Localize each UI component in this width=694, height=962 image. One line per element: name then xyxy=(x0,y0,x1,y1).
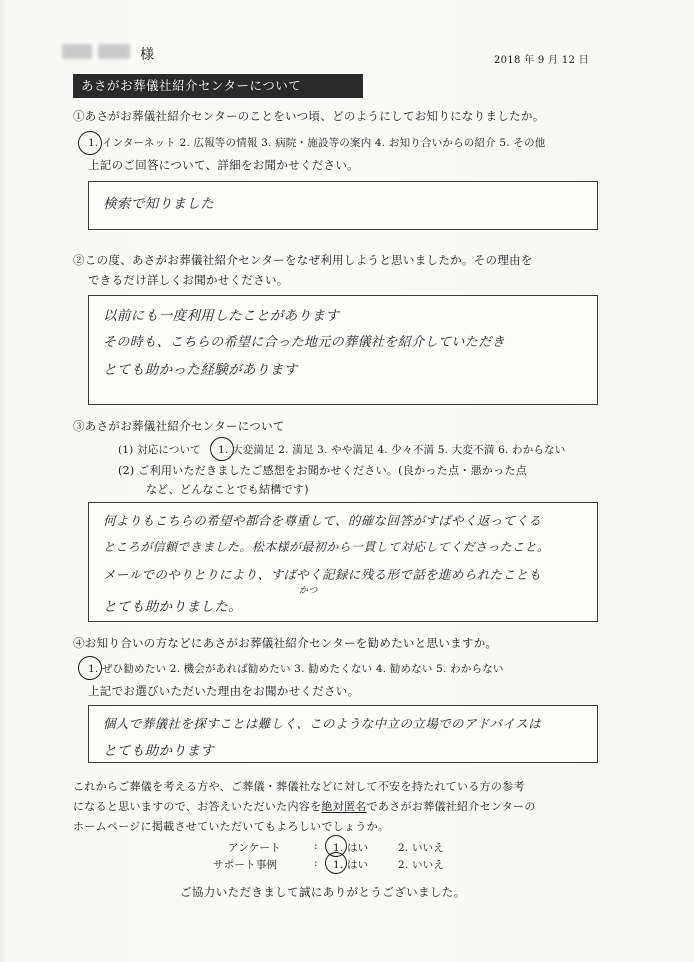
q4-handwritten-line: 個人で葬儀社を探すことは難しく、このような中立の立場でのアドバイスは xyxy=(103,716,541,731)
q1-question: ①あさがお葬儀社紹介センターのことをいつ頃、どのようにしてお知りになりましたか。 xyxy=(73,109,545,123)
q2-question-line1: ②この度、あさがお葬儀社紹介センターをなぜ利用しようと思いましたか。その理由を xyxy=(73,253,533,267)
survey-date: 2018 年 9 月 12 日 xyxy=(494,55,589,66)
q3-handwritten-line: メールでのやりとりにより、すばやく記録に残る形で話を進められたことも xyxy=(103,567,542,582)
closing-line2-end: であさがお葬儀社紹介センターの xyxy=(366,800,536,813)
consent-yes-survey: 1. はい xyxy=(333,842,369,854)
redacted-name xyxy=(62,44,92,59)
q4-options: 1. ぜひ勧めたい 2. 機会があれば勧めたい 3. 勧めたくない 4. 勧めない 5. わからない xyxy=(88,663,504,675)
closing-line2-start: になると思いますので、お答えいただいた内容を xyxy=(73,800,322,813)
q4-question: ④お知り合いの方などにあさがお葬儀社紹介センターを勧めたいと思いますか。 xyxy=(73,636,498,650)
q4-handwritten-line: とても助かります xyxy=(103,743,215,759)
q3-handwritten-line: ところが信頼できました。松本様が最初から一貫して対応してくださったこと。 xyxy=(103,540,550,554)
consent-colon: : xyxy=(314,857,318,869)
closing-line3: ホームページに掲載させていただいてもよろしいでしょうか。 xyxy=(73,820,390,833)
q3-sub2-line1: (2) ご利用いただきましたご感想をお聞かせください。(良かった点・悪かった点 xyxy=(118,464,528,477)
q1-detail-prompt: 上記のご回答について、詳細をお聞かせください。 xyxy=(88,158,359,172)
consent-no-survey: 2. いいえ xyxy=(398,842,445,854)
section-title: あさがお葬儀社紹介センターについて xyxy=(73,74,363,98)
q3-handwritten-line: とても助かりました。 xyxy=(103,599,242,615)
closing-line1: これからご葬儀を考える方や、ご葬儀・葬儀社などに対して不安を持たれている方の参考 xyxy=(73,780,525,793)
answer-circle xyxy=(76,654,104,682)
consent-label-survey: アンケート xyxy=(228,842,281,854)
q2-handwritten-line: その時も、こちらの希望に合った地元の葬儀社を紹介していただき xyxy=(103,335,506,350)
answer-circle xyxy=(208,435,236,463)
q3-handwritten-line: 何よりもこちらの希望や都合を尊重して、的確な回答がすばやく返ってくる xyxy=(103,513,542,528)
honorific: 様 xyxy=(140,47,154,63)
closing-line2 xyxy=(73,798,536,814)
q2-answer-box xyxy=(88,295,598,405)
consent-no-case: 2. いいえ xyxy=(398,859,445,871)
redacted-name xyxy=(98,44,130,59)
q2-question-line2: できるだけ詳しくお聞かせください。 xyxy=(88,273,289,287)
q1-answer-box xyxy=(88,181,598,230)
q3-handwritten-insert: かつ xyxy=(299,586,318,596)
q3-sub2-line2: など、どんなことでも結構です) xyxy=(146,483,309,496)
consent-colon: : xyxy=(314,840,318,852)
anonymous-emphasis: 絶対匿名 xyxy=(321,800,367,813)
thanks-message: ご協力いただきまして誠にありがとうございました。 xyxy=(180,885,466,899)
q3-sub1-options: 1. 大変満足 2. 満足 3. やや満足 4. 少々不満 5. 大変不満 6. わからない xyxy=(218,444,566,456)
q3-answer-box xyxy=(88,502,598,622)
q3-question: ③あさがお葬儀社紹介センターについて xyxy=(73,419,285,433)
q2-handwritten-line: とても助かった経験があります xyxy=(103,362,298,378)
q1-options: 1. インターネット 2. 広報等の情報 3. 病院・施設等の案内 4. お知り合いからの紹介 5. その他 xyxy=(88,137,546,149)
q1-handwritten-answer: 検索で知りました xyxy=(103,196,215,212)
q2-handwritten-line: 以前にも一度利用したことがあります xyxy=(103,308,340,324)
q4-answer-box xyxy=(88,705,598,763)
consent-yes-case: 1. はい xyxy=(333,859,369,871)
consent-label-case: サポート事例 xyxy=(213,859,278,871)
q4-reason-prompt: 上記でお選びいただいた理由をお聞かせください。 xyxy=(88,684,360,698)
answer-circle xyxy=(76,129,104,157)
q3-sub1-label: (1) 対応について xyxy=(118,444,202,456)
